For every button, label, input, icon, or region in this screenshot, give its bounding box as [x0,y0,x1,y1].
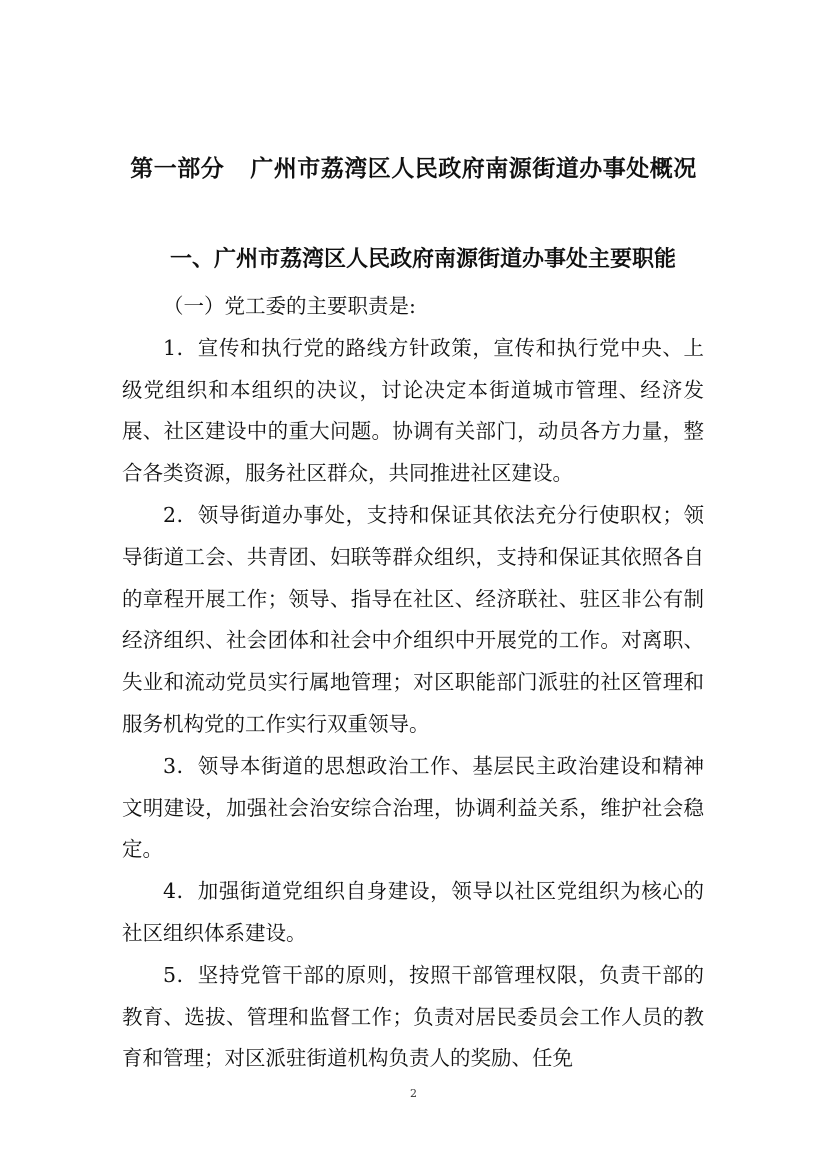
paragraph-2: 2．领导街道办事处，支持和保证其依法充分行使职权；领导街道工会、共青团、妇联等群众组织，支持和保证其依照各自的章程开展工作；领导、指导在社区、经济联社、驻区非公有制经济组织、社会团体和社会中介组织中开展党的工作。对离职、失业和流动党员实行属地管理；对区职能部门派驻的社区管理和服务机构党的工作实行双重领导。 [122,502,704,736]
page-number: 2 [410,1087,417,1100]
paragraph-4: 4．加强街道党组织自身建设，领导以社区党组织为核心的社区组织体系建设。 [122,879,704,945]
paragraph-3: 3．领导本街道的思想政治工作、基层民主政治建设和精神文明建设，加强社会治安综合治理，协调利益关系，维护社会稳定。 [122,753,704,862]
paragraph-5: 5．坚持党管干部的原则，按照干部管理权限，负责干部的教育、选拔、管理和监督工作；负责对居民委员会工作人员的教育和管理；对区派驻街道机构负责人的奖励、任免 [122,962,704,1071]
paragraph-1: 1．宣传和执行党的路线方针政策，宣传和执行党中央、上级党组织和本组织的决议，讨论决定本街道城市管理、经济发展、社区建设中的重大问题。协调有关部门，动员各方力量，整合各类资源，服务社区群众，共同推进社区建设。 [122,335,704,486]
part-title-prefix: 第一部分 [130,155,225,182]
part-title [0,150,827,183]
subsection-heading: （一）党工委的主要职责是: [163,294,416,318]
body-text [122,286,704,1080]
part-title-name: 广州市荔湾区人民政府南源街道办事处概况 [250,155,697,182]
section-heading: 一、广州市荔湾区人民政府南源街道办事处主要职能 [170,246,677,272]
